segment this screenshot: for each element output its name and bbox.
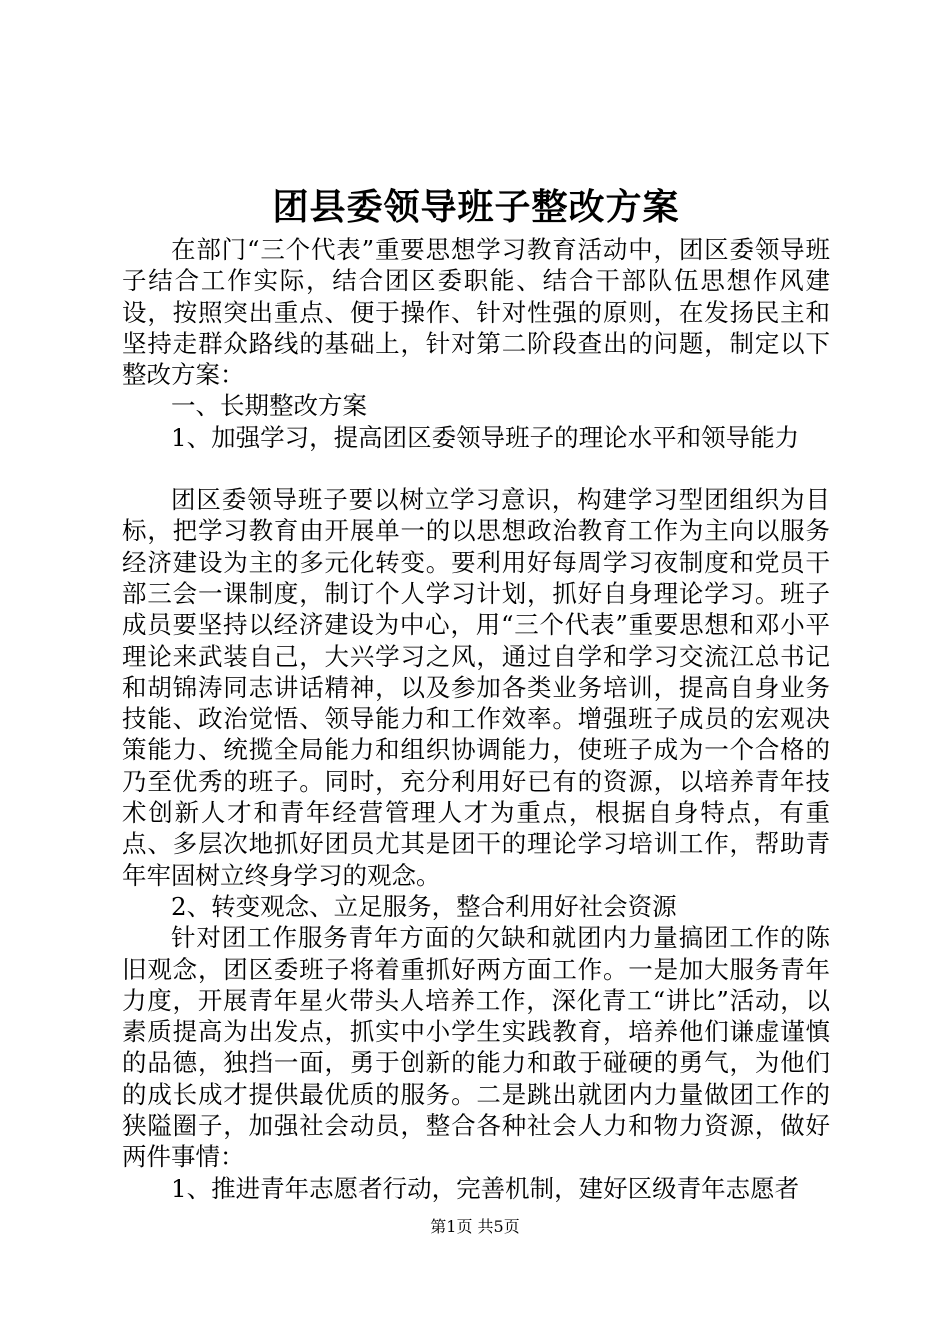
document-title: 团县委领导班子整改方案 bbox=[272, 186, 680, 228]
service-paragraph: 针对团工作服务青年方面的欠缺和就团内力量搞团工作的陈旧观念，团区委班子将着重抓好两方面工作。一是加大服务青年力度，开展青年星火带头人培养工作，深化青工“讲比”活动，以素质提高为出发点，抓实中小学生实践教育，培养他们谦虚谨慎的品德，独挡一面，勇于创新的能力和敢于碰硬的勇气，为他们的成长成才提供最优质的服务。二是跳出就团内力量做团工作的狭隘圈子，加强社会动员，整合各种社会人力和物力资源，做好两件事情： bbox=[122, 923, 830, 1172]
study-paragraph: 团区委领导班子要以树立学习意识，构建学习型团组织为目标，把学习教育由开展单一的以思想政治教育工作为主向以服务经济建设为主的多元化转变。要利用好每周学习夜制度和党员干部三会一课制度，制订个人学习计划，抓好自身理论学习。班子成员要坚持以经济建设为中心，用“三个代表”重要思想和邓小平理论来武装自己，大兴学习之风，通过自学和学习交流江总书记和胡锦涛同志讲话精神，以及参加各类业务培训，提高自身业务技能、政治觉悟、领导能力和工作效率。增强班子成员的宏观决策能力、统揽全局能力和组织协调能力，使班子成为一个合格的乃至优秀的班子。同时，充分利用好已有的资源，以培养青年技术创新人才和青年经营管理人才为重点，根据自身特点，有重点、多层次地抓好团员尤其是团干的理论学习培训工作，帮助青年牢固树立终身学习的观念。 bbox=[122, 485, 830, 890]
intro-paragraph: 在部门“三个代表”重要思想学习教育活动中，团区委领导班子结合工作实际，结合团区委职能、结合干部队伍思想作风建设，按照突出重点、便于操作、针对性强的原则，在发扬民主和坚持走群众路线的基础上，针对第二阶段查出的问题，制定以下整改方案： bbox=[122, 235, 830, 390]
blank-line bbox=[122, 453, 830, 484]
subheading-strengthen-study: 1、加强学习，提高团区委领导班子的理论水平和领导能力 bbox=[171, 422, 800, 452]
section-heading-long-term: 一、长期整改方案 bbox=[171, 391, 367, 421]
subheading-volunteer: 1、推进青年志愿者行动，完善机制，建好区级青年志愿者 bbox=[171, 1173, 800, 1203]
document-page bbox=[122, 180, 830, 1204]
subheading-change-concepts: 2、转变观念、立足服务，整合利用好社会资源 bbox=[171, 891, 677, 921]
page-footer: 第1页 共5页 bbox=[430, 1217, 520, 1236]
